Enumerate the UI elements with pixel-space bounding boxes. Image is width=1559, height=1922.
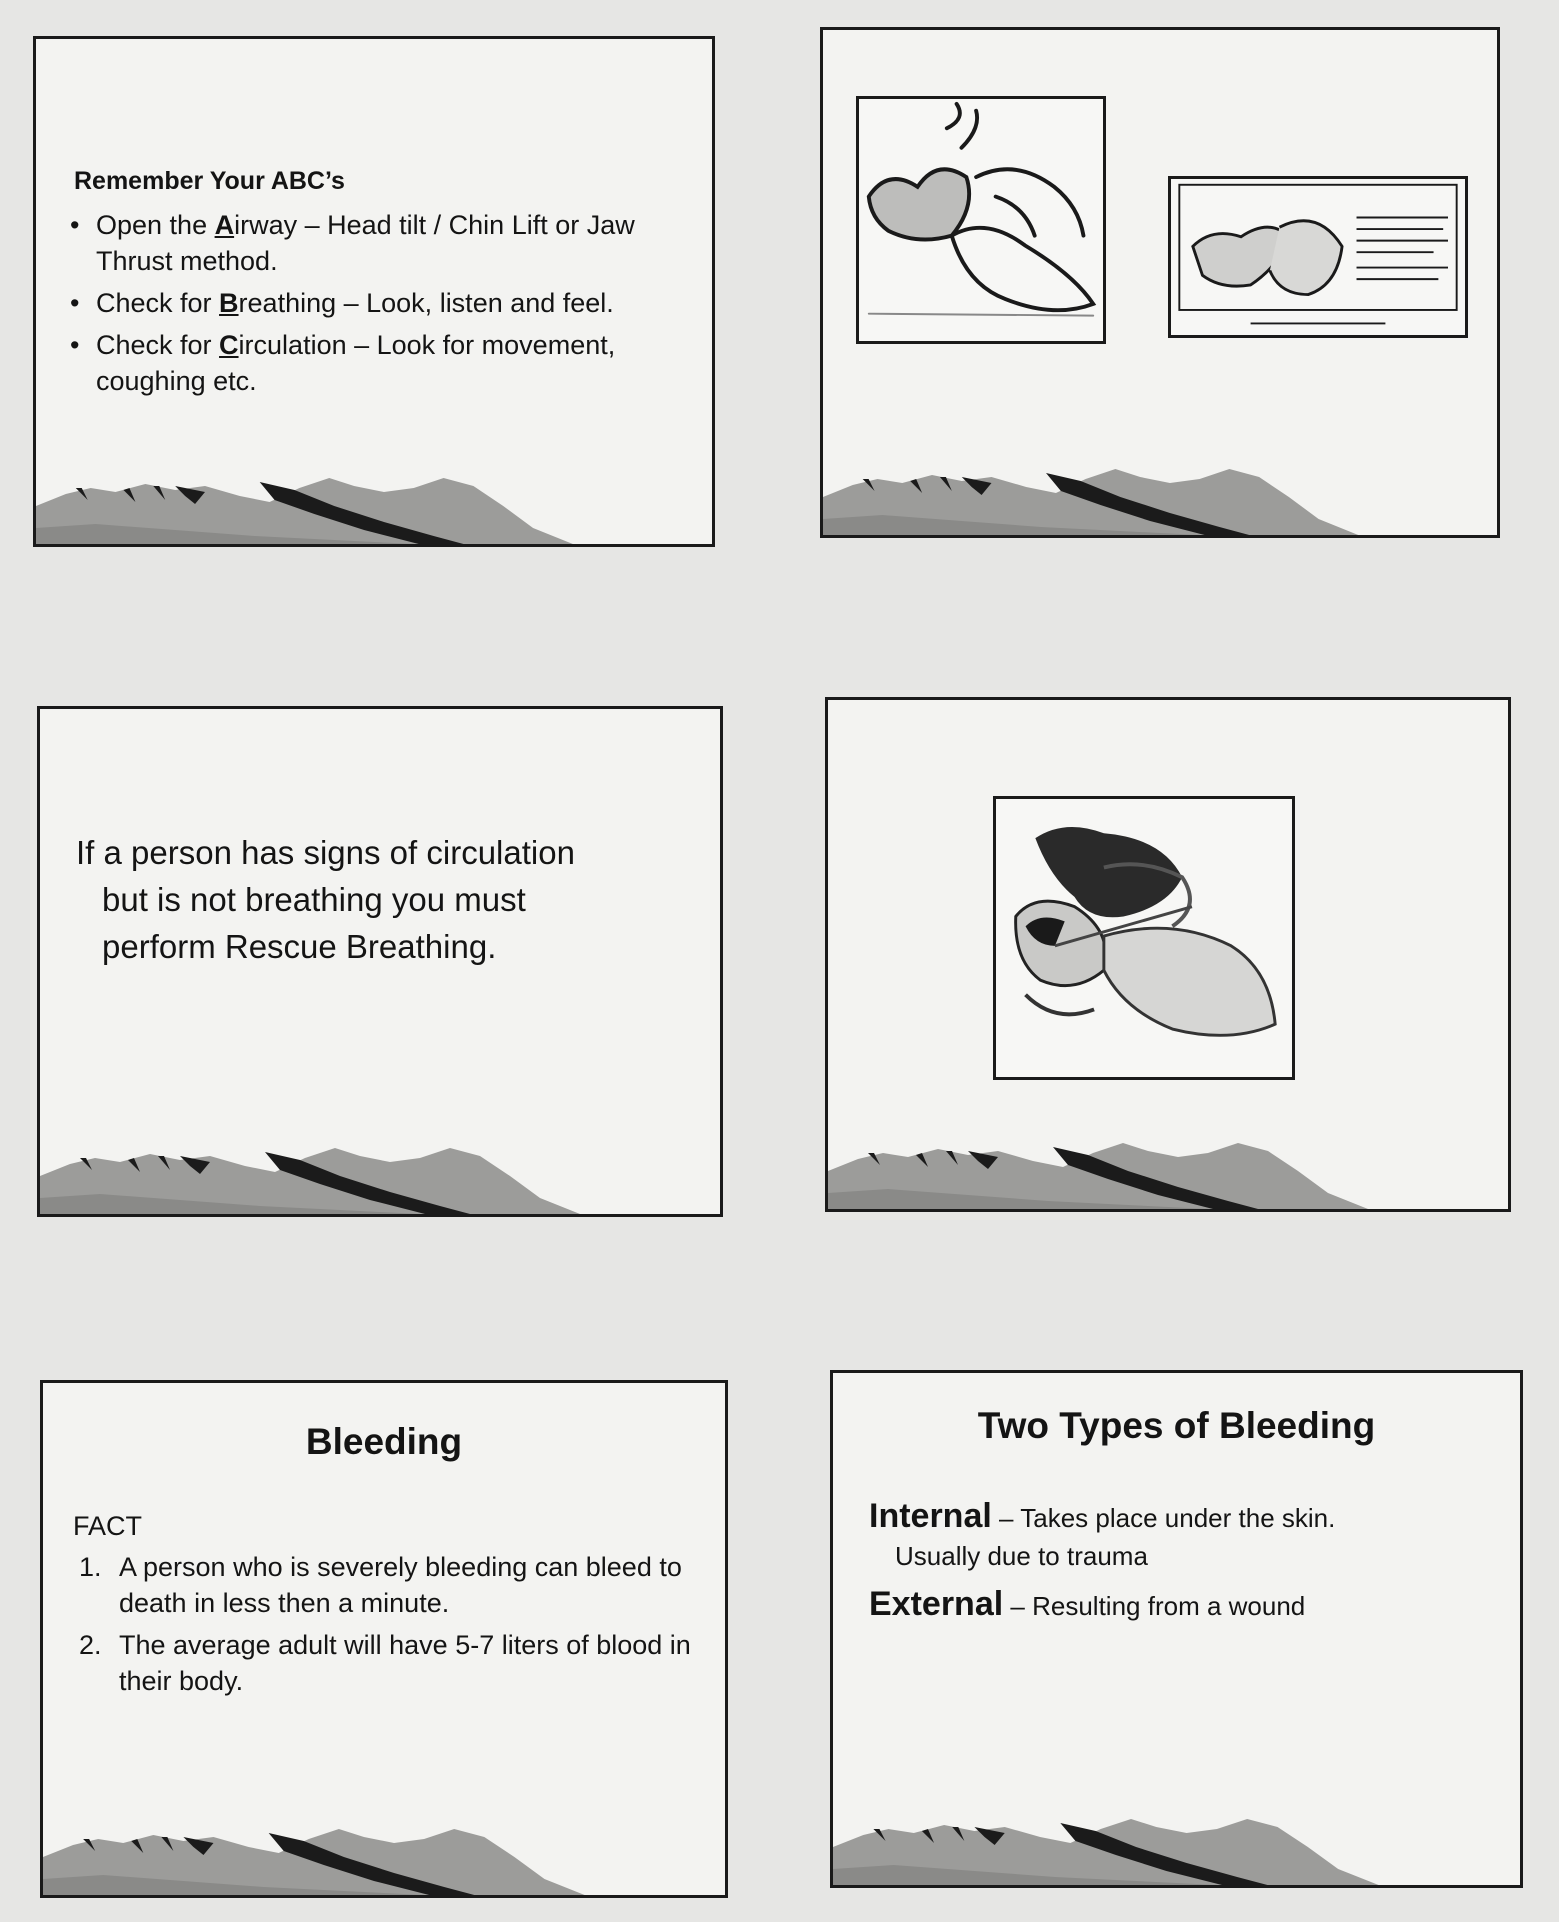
- fact-label: FACT: [73, 1511, 143, 1541]
- fact-item: 1. A person who is severely bleeding can bleed to death in less then a minute.: [79, 1552, 682, 1618]
- jaw-thrust-figure: [1168, 176, 1468, 338]
- slide-two-types-of-bleeding: [830, 1370, 1523, 1888]
- internal-bleeding-definition: Internal – Takes place under the skin. Usually due to trauma: [869, 1497, 1336, 1571]
- slide-rescue-breathing-text: [37, 706, 723, 1217]
- mountain-footer-graphic: [828, 1131, 1508, 1209]
- slide-title: Remember Your ABC’s: [74, 167, 345, 195]
- fact-list: [73, 1549, 693, 1705]
- fact-item: 2. The average adult will have 5-7 liters of blood in their body.: [79, 1630, 691, 1696]
- mountain-footer-graphic: [40, 1136, 720, 1214]
- slide-title: Bleeding: [305, 1421, 463, 1462]
- head-tilt-illustration: [856, 96, 1106, 344]
- bullet-circulation: • Check for Circulation – Look for movement, coughing etc.: [64, 327, 664, 399]
- slide-rescue-breathing-photo: [825, 697, 1511, 1212]
- slide-bleeding: [40, 1380, 728, 1898]
- mountain-footer-graphic: [36, 466, 712, 544]
- slide-airway-illustrations: [820, 27, 1500, 538]
- abc-bullet-list: [64, 207, 664, 405]
- external-bleeding-definition: External – Resulting from a wound: [869, 1585, 1306, 1623]
- mountain-footer-graphic: [43, 1817, 725, 1895]
- mountain-footer-graphic: [833, 1807, 1520, 1885]
- bleeding-types: [869, 1497, 1509, 1635]
- slide-abcs: [33, 36, 715, 547]
- slide-title: Two Types of Bleeding: [977, 1405, 1376, 1446]
- mountain-footer-graphic: [823, 457, 1497, 535]
- rescue-breathing-photo: [993, 796, 1295, 1080]
- bullet-breathing: • Check for Breathing – Look, listen and feel.: [64, 285, 664, 321]
- rescue-breathing-statement: If a person has signs of circulation but is not breathing you must perform Rescue Breathing.: [76, 834, 575, 965]
- bullet-airway: • Open the Airway – Head tilt / Chin Lift or Jaw Thrust method.: [64, 207, 664, 279]
